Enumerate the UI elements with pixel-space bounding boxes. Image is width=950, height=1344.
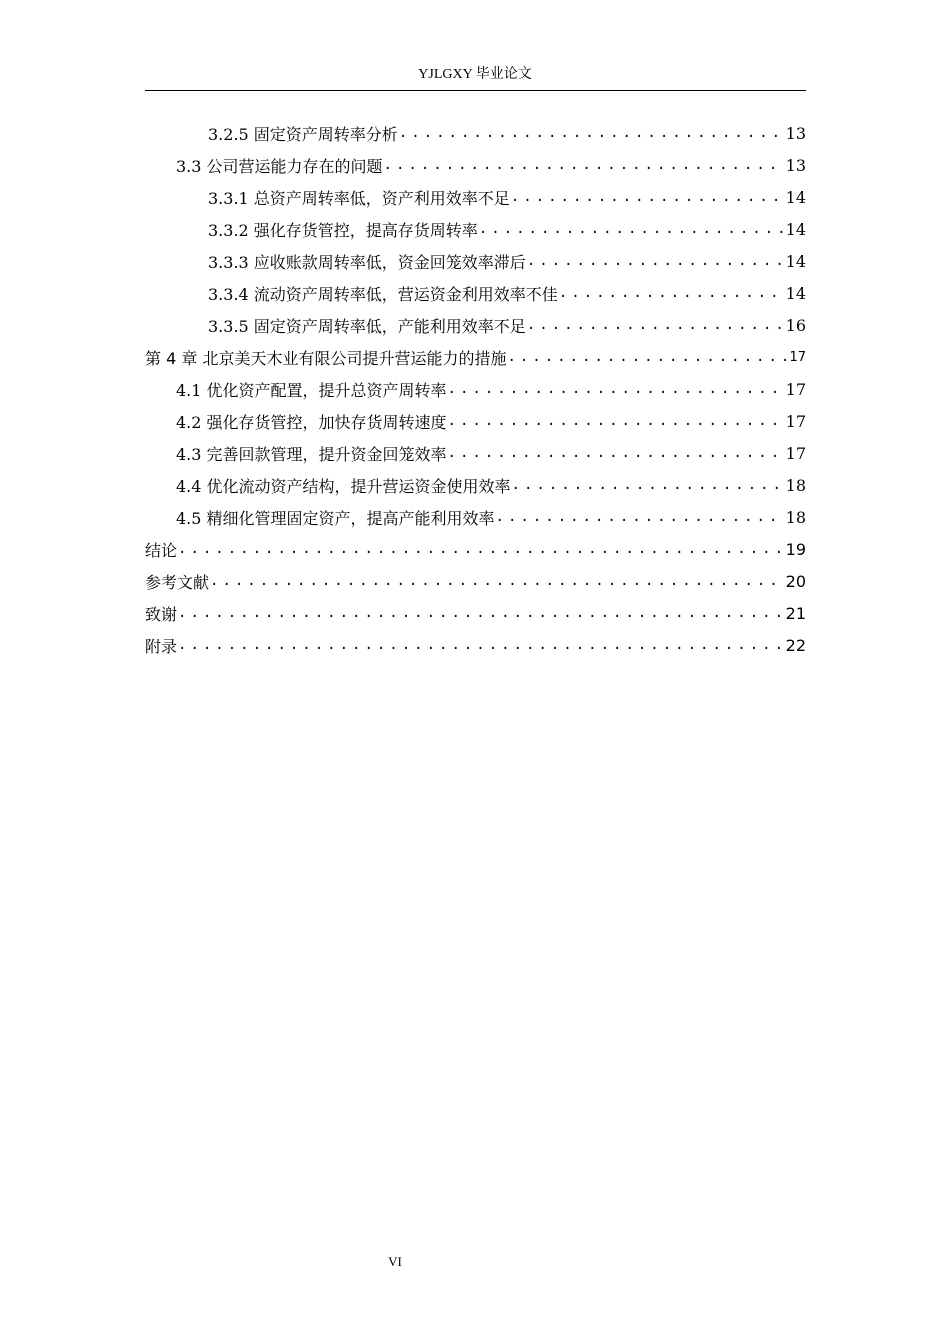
toc-entry-title: 结论 (145, 538, 177, 561)
dot-leader (506, 347, 787, 367)
toc-entry[interactable] (145, 501, 806, 533)
toc-entry[interactable] (145, 213, 806, 245)
dot-leader (177, 603, 784, 623)
dot-leader (177, 635, 784, 655)
toc-entry[interactable] (145, 245, 806, 277)
dot-leader (447, 443, 784, 463)
toc-entry-title: 3.3.2 强化存货管控，提高存货周转率 (208, 218, 478, 241)
toc-entry-title: 3.3.3 应收账款周转率低，资金回笼效率滞后 (208, 250, 526, 273)
dot-leader (526, 251, 784, 271)
toc-entry-title: 3.3 公司营运能力存在的问题 (176, 154, 383, 177)
toc-entry-page: 22 (785, 635, 806, 655)
toc-entry-page: 14 (785, 187, 806, 207)
toc-entry[interactable] (145, 149, 806, 181)
toc-entry-title: 3.3.5 固定资产周转率低，产能利用效率不足 (208, 314, 526, 337)
dot-leader (398, 123, 784, 143)
dot-leader (526, 315, 784, 335)
toc-entry-page: 13 (785, 155, 806, 175)
toc-entry[interactable] (145, 565, 806, 597)
dot-leader (177, 539, 784, 559)
toc-entry-page: 17 (785, 379, 806, 399)
toc-entry-page: 19 (785, 539, 806, 559)
toc-entry-title: 3.3.1 总资产周转率低，资产利用效率不足 (208, 186, 510, 209)
toc-entry-title: 4.5 精细化管理固定资产，提高产能利用效率 (176, 506, 495, 529)
toc-entry[interactable] (145, 309, 806, 341)
toc-entry-page: 18 (785, 507, 806, 527)
toc-entry[interactable] (145, 181, 806, 213)
toc-entry-page: 17 (785, 411, 806, 431)
toc-entry-page: 17 (785, 443, 806, 463)
header-rule (145, 90, 806, 91)
toc-entry[interactable] (145, 277, 806, 309)
toc-entry[interactable] (145, 117, 806, 149)
toc-entry-title: 致谢 (145, 602, 177, 625)
toc-entry[interactable] (145, 373, 806, 405)
dot-leader (478, 219, 784, 239)
toc-entry-title: 4.4 优化流动资产结构，提升营运资金使用效率 (176, 474, 511, 497)
toc-entry[interactable] (145, 437, 806, 469)
toc-entry-page: 13 (785, 123, 806, 143)
toc-entry-title: 第 4 章 北京美天木业有限公司提升营运能力的措施 (145, 346, 506, 369)
dot-leader (447, 411, 784, 431)
toc-entry-title: 3.2.5 固定资产周转率分析 (208, 122, 398, 145)
dot-leader (495, 507, 784, 527)
dot-leader (511, 475, 784, 495)
toc-entry-title: 4.1 优化资产配置，提升总资产周转率 (176, 378, 447, 401)
toc-entry[interactable] (145, 533, 806, 565)
toc-entry-page: 21 (785, 603, 806, 623)
running-header: YJLGXY 毕业论文 (418, 67, 532, 82)
toc-entry-title: 3.3.4 流动资产周转率低，营运资金利用效率不佳 (208, 282, 558, 305)
toc-entry-title: 附录 (145, 634, 177, 657)
toc-entry-page: 14 (785, 283, 806, 303)
dot-leader (209, 571, 784, 591)
dot-leader (447, 379, 784, 399)
page-number: VI (388, 1254, 402, 1269)
toc-entry[interactable] (145, 469, 806, 501)
dot-leader (383, 155, 784, 175)
toc-entry-page: 16 (785, 315, 806, 335)
toc-entry-page: 20 (785, 571, 806, 591)
toc-entry-title: 参考文献 (145, 570, 209, 593)
toc-entry-title: 4.2 强化存货管控，加快存货周转速度 (176, 410, 447, 433)
toc-entry-page: 14 (785, 251, 806, 271)
toc-entry-page: 17 (789, 349, 806, 365)
toc-entry[interactable] (145, 341, 806, 373)
toc-entry[interactable] (145, 597, 806, 629)
toc-entry-page: 14 (785, 219, 806, 239)
toc-entry[interactable] (145, 405, 806, 437)
toc-entry-title: 4.3 完善回款管理，提升资金回笼效率 (176, 442, 447, 465)
table-of-contents (145, 117, 806, 661)
dot-leader (510, 187, 784, 207)
toc-entry-page: 18 (785, 475, 806, 495)
toc-entry[interactable] (145, 629, 806, 661)
dot-leader (558, 283, 784, 303)
